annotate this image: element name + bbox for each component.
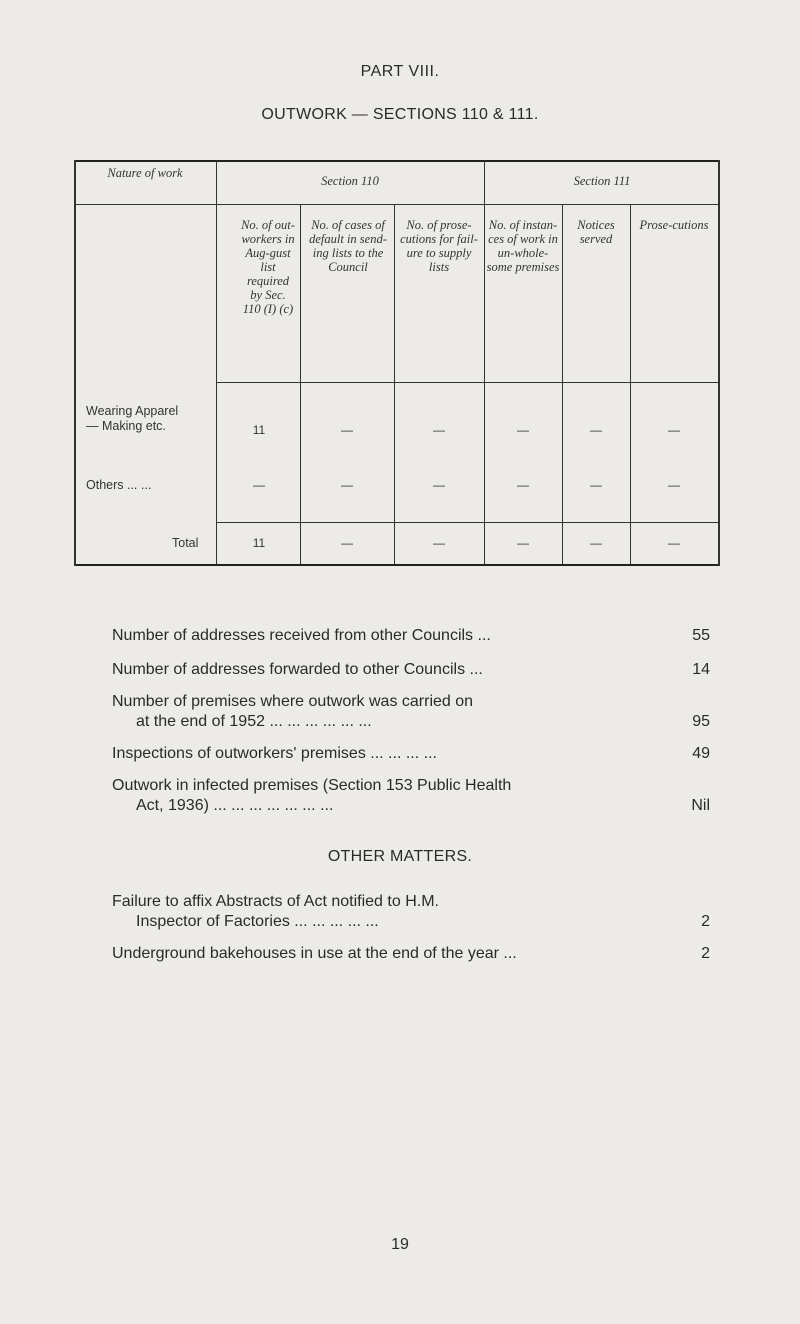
summary-label: Inspections of outworkers' premises ... ... ... ...: [112, 745, 437, 762]
summary-value: 14: [692, 661, 710, 678]
part-title: PART VIII.: [360, 63, 440, 80]
row-label-wearing-apparel: [86, 404, 216, 434]
table-cell: —: [253, 478, 265, 492]
header-col-outworkers: No. of out-workers in Aug-gust list required by Sec. 110 (I) (c): [241, 218, 295, 316]
header-col-prosecutions-111: Prose-cutions: [639, 218, 709, 232]
table-cell: —: [668, 536, 680, 550]
summary-label: Number of addresses forwarded to other Councils ...: [112, 661, 483, 678]
table-top-border: [74, 160, 720, 162]
table-cell: 11: [252, 536, 266, 550]
table-cell: —: [668, 423, 680, 437]
header-divider: [74, 204, 720, 205]
summary-premises-outwork: [112, 692, 710, 732]
summary-infected-premises: [112, 776, 710, 816]
other-underground-bakehouses: [112, 944, 710, 964]
summary-label: Number of addresses received from other Councils ...: [112, 627, 491, 644]
summary-value: 95: [692, 713, 710, 730]
header-section-110: Section 110: [321, 174, 379, 188]
header-col-default-cases: No. of cases of default in send-ing lists to the Council: [309, 218, 387, 274]
header-col-prosecutions-110: No. of prose-cutions for fail-ure to supply lists: [400, 218, 478, 274]
table-cell: —: [433, 423, 445, 437]
summary-label: Number of premises where outwork was carried on: [112, 693, 474, 710]
total-divider: [216, 522, 720, 523]
row-label-others: Others ... ...: [86, 478, 152, 492]
col-divider-nature: [216, 160, 217, 564]
row-label-line: Wearing Apparel: [86, 404, 179, 418]
col-divider-3: [394, 204, 395, 564]
table-cell: —: [517, 478, 529, 492]
table-cell: —: [341, 478, 353, 492]
summary-label: Outwork in infected premises (Section 153 Public Health: [112, 777, 512, 794]
table-cell: 11: [252, 423, 266, 437]
table-cell: —: [590, 423, 602, 437]
col-divider-5: [562, 204, 563, 564]
col-divider-6: [630, 204, 631, 564]
other-label: Failure to affix Abstracts of Act notified to H.M.: [112, 893, 439, 910]
summary-value: 49: [692, 745, 710, 762]
page-number: 19: [391, 1236, 409, 1253]
subheader-divider: [216, 382, 720, 383]
header-nature-of-work: Nature of work: [107, 166, 183, 180]
table-cell: —: [517, 536, 529, 550]
table-left-border: [74, 160, 76, 566]
other-value: 2: [701, 913, 710, 930]
table-bottom-border: [74, 564, 720, 566]
other-failure-abstracts: [112, 892, 710, 932]
header-col-unwholesome: No. of instan-ces of work in un-whole-some premises: [486, 218, 560, 274]
other-matters-title: OTHER MATTERS.: [327, 848, 473, 865]
table-cell: —: [433, 536, 445, 550]
row-label-line: — Making etc.: [86, 419, 166, 433]
table-cell: —: [590, 536, 602, 550]
summary-value: 55: [692, 627, 710, 644]
summary-inspections: [112, 744, 710, 764]
header-col-notices: Notices served: [577, 218, 615, 246]
table-right-border: [718, 160, 720, 566]
summary-addresses-received: [112, 626, 710, 646]
section-title: OUTWORK — SECTIONS 110 & 111.: [261, 106, 539, 123]
other-label: Underground bakehouses in use at the end of the year ...: [112, 945, 517, 962]
summary-value: Nil: [691, 797, 710, 814]
table-cell: —: [341, 423, 353, 437]
col-divider-2: [300, 204, 301, 564]
table-cell: —: [668, 478, 680, 492]
summary-label-cont: Act, 1936) ... ... ... ... ... ... ...: [136, 797, 334, 814]
row-label-total: Total: [172, 536, 199, 550]
other-label-cont: Inspector of Factories ... ... ... ... ...: [136, 913, 379, 930]
summary-label-cont: at the end of 1952 ... ... ... ... ... ...: [136, 713, 372, 730]
table-cell: —: [517, 423, 529, 437]
outwork-table: [74, 160, 720, 566]
summary-addresses-forwarded: [112, 660, 710, 680]
header-section-111: Section 111: [573, 174, 631, 188]
col-divider-sections: [484, 160, 485, 564]
other-value: 2: [701, 945, 710, 962]
table-cell: —: [341, 536, 353, 550]
table-cell: —: [433, 478, 445, 492]
table-cell: —: [590, 478, 602, 492]
